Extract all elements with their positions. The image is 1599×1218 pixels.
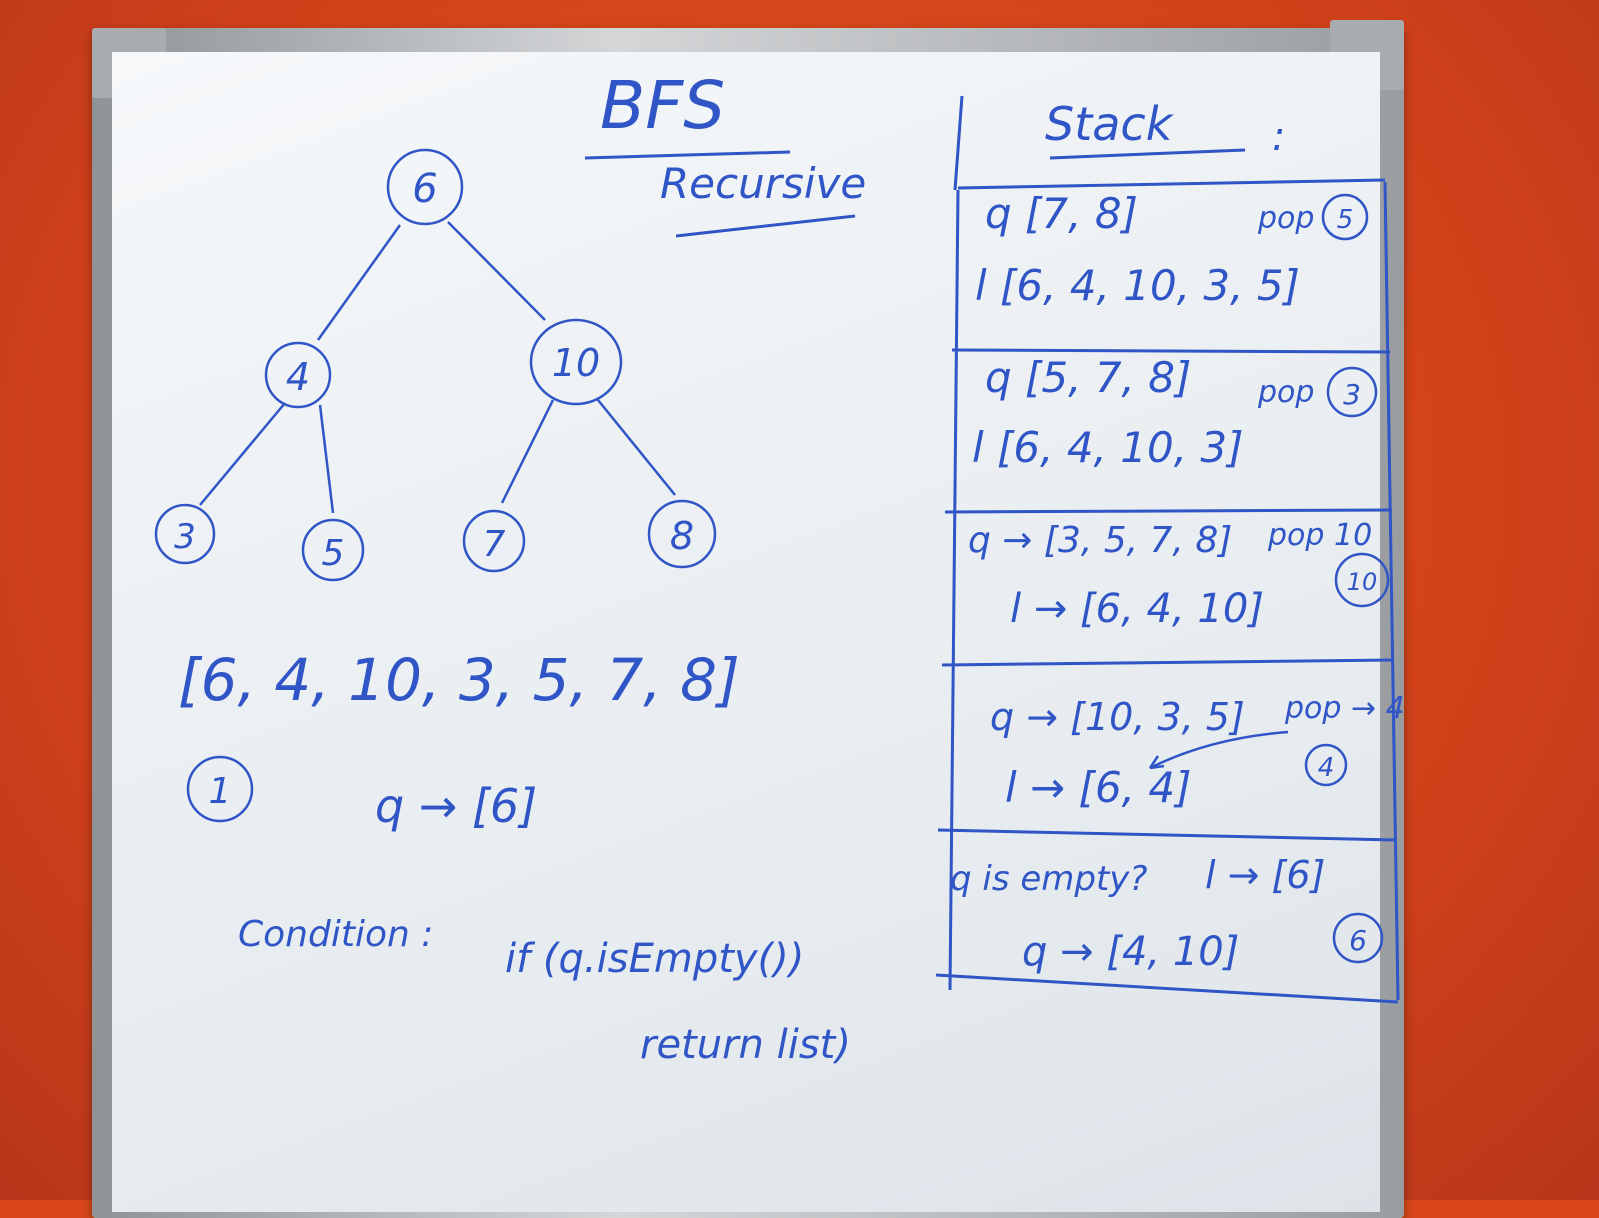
tree-node-7 xyxy=(464,511,524,571)
stack-frame-4 xyxy=(990,691,1405,812)
step-marker xyxy=(188,757,252,821)
svg-text:q → [10, 3, 5]: q → [10, 3, 5] xyxy=(990,695,1245,739)
stack-frame-2 xyxy=(972,353,1376,472)
tree-nodes xyxy=(156,150,715,580)
tree-node-root xyxy=(388,150,462,224)
svg-text:l [6, 4, 10, 3]: l [6, 4, 10, 3] xyxy=(972,423,1244,472)
svg-text:10: 10 xyxy=(551,341,601,385)
svg-text:pop: pop xyxy=(1258,201,1315,236)
svg-text:l → [6]: l → [6] xyxy=(1205,853,1326,897)
stack-colon: : xyxy=(1272,114,1286,160)
title-bfs: BFS xyxy=(600,67,726,144)
svg-text:q [5, 7, 8]: q [5, 7, 8] xyxy=(985,353,1192,402)
stack-frame-1 xyxy=(975,189,1367,310)
svg-text:6: 6 xyxy=(1349,924,1367,957)
svg-text:pop: pop xyxy=(1258,375,1315,410)
condition-code: if (q.isEmpty()) xyxy=(505,936,805,982)
svg-text:l → [6, 4, 10]: l → [6, 4, 10] xyxy=(1010,586,1264,632)
svg-text:q → [4, 10]: q → [4, 10] xyxy=(1022,929,1240,975)
tree-node-5 xyxy=(303,520,363,580)
svg-text:l [6, 4, 10, 3, 5]: l [6, 4, 10, 3, 5] xyxy=(975,261,1300,310)
stack-panel xyxy=(936,96,1405,1002)
svg-text:4: 4 xyxy=(1317,753,1335,783)
tree-node-3 xyxy=(156,505,214,563)
svg-text:5: 5 xyxy=(1336,205,1354,235)
subtitle-recursive: Recursive xyxy=(660,159,867,208)
svg-text:pop 10: pop 10 xyxy=(1268,518,1373,553)
svg-text:q is empty?: q is empty? xyxy=(950,859,1148,899)
bfs-order: [6, 4, 10, 3, 5, 7, 8] xyxy=(178,646,740,714)
tree-node-8 xyxy=(649,501,715,567)
svg-text:7: 7 xyxy=(482,524,506,565)
initial-queue: q → [6] xyxy=(375,779,538,833)
svg-text:3: 3 xyxy=(1343,378,1361,411)
svg-text:1: 1 xyxy=(208,771,232,812)
svg-text:pop → 4: pop → 4 xyxy=(1285,691,1405,726)
svg-text:q [7, 8]: q [7, 8] xyxy=(985,189,1138,238)
title-underline xyxy=(585,152,790,158)
svg-text:4: 4 xyxy=(285,355,311,399)
condition-label: Condition : xyxy=(238,914,434,955)
svg-text:8: 8 xyxy=(669,514,695,558)
svg-text:3: 3 xyxy=(174,517,196,557)
subtitle-underline xyxy=(676,216,855,236)
stack-heading: Stack xyxy=(1045,97,1173,151)
svg-text:l → [6, 4]: l → [6, 4] xyxy=(1005,763,1192,812)
stack-frame-3 xyxy=(968,518,1388,632)
tree-edges xyxy=(200,222,675,513)
tree-node-10 xyxy=(531,320,621,404)
tree-node-4 xyxy=(266,343,330,407)
svg-text:5: 5 xyxy=(321,533,345,574)
svg-text:10: 10 xyxy=(1346,568,1378,596)
svg-text:q → [3, 5, 7, 8]: q → [3, 5, 7, 8] xyxy=(968,520,1233,561)
stack-frame-5 xyxy=(950,853,1382,975)
return-code: return list) xyxy=(640,1022,851,1068)
svg-text:6: 6 xyxy=(412,166,438,212)
